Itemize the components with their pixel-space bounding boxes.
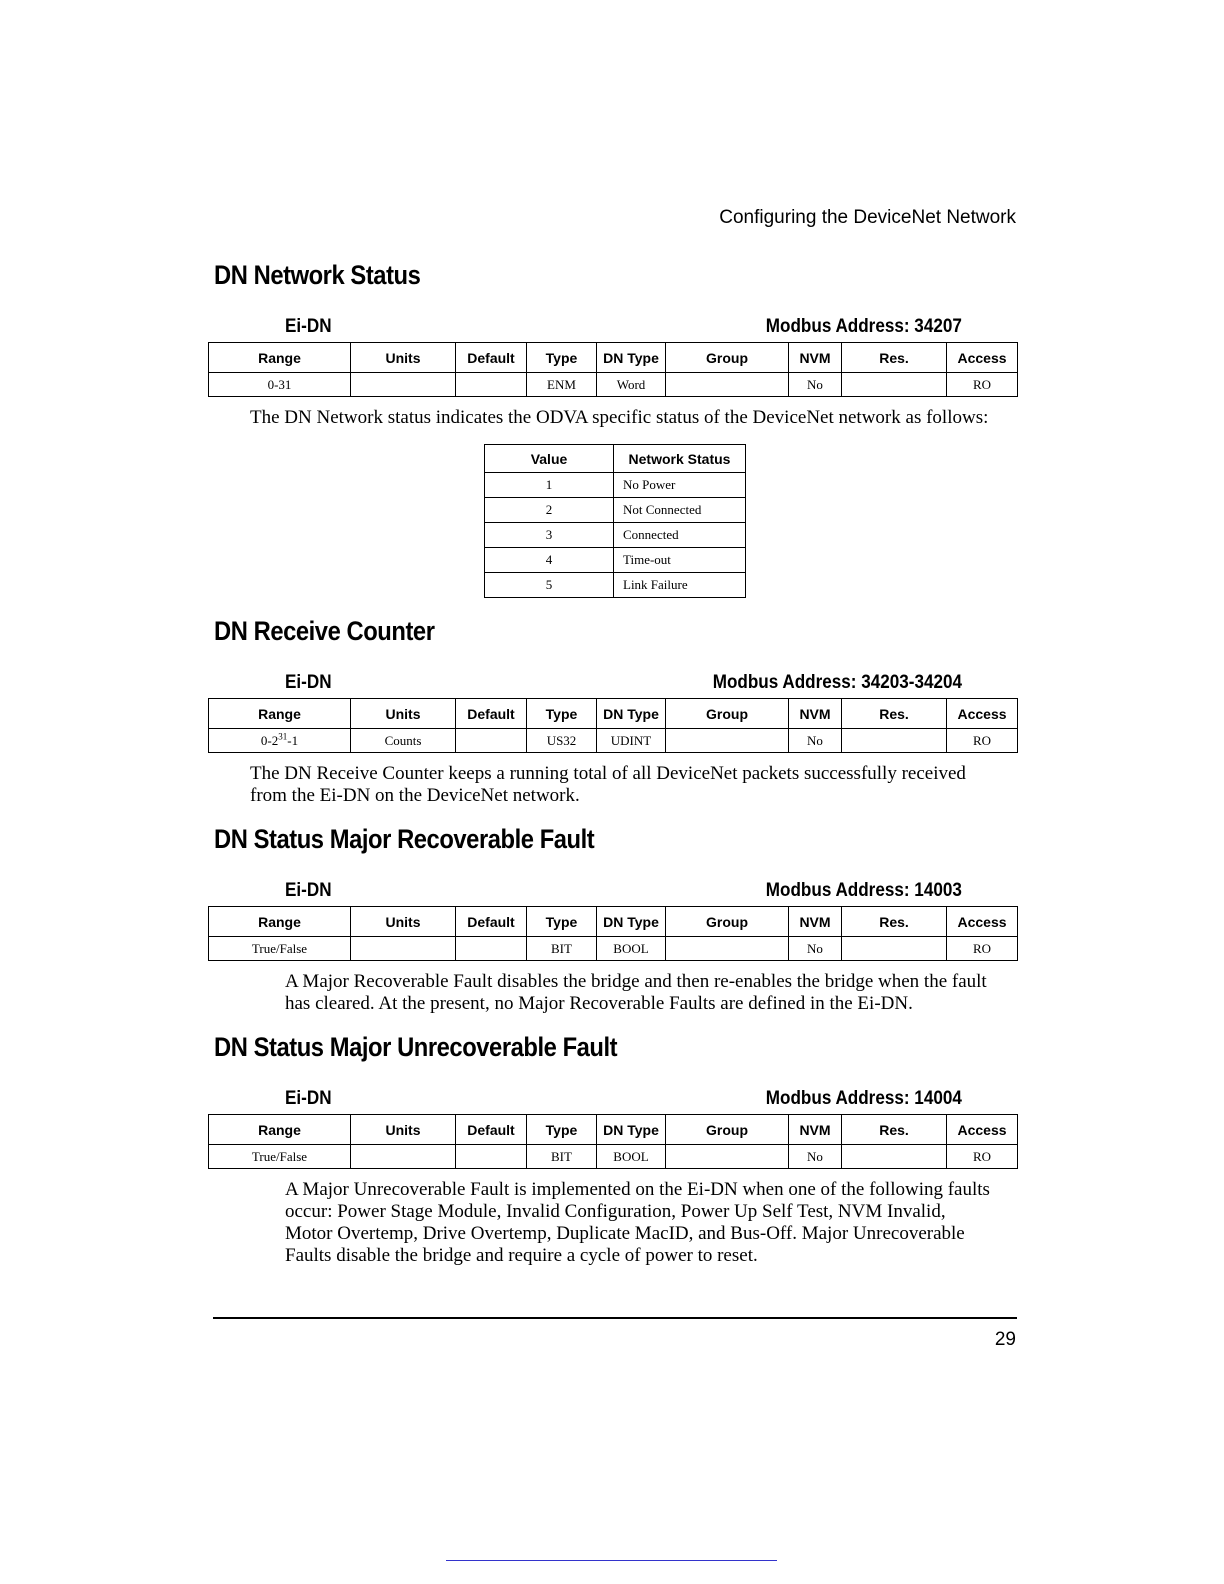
cell-res — [842, 729, 947, 753]
cell-group — [666, 729, 789, 753]
modbus-address: Modbus Address: 34207 — [765, 316, 962, 337]
table-row — [485, 473, 746, 498]
description-line: A Major Recoverable Fault disables the bridge and then re-enables the bridge when the fault — [285, 971, 987, 992]
network-status-table — [484, 444, 746, 598]
table-row — [485, 523, 746, 548]
section-title-receive-counter: DN Receive Counter — [214, 616, 435, 646]
col-type: Type — [527, 1115, 597, 1145]
range-suffix: -1 — [287, 732, 299, 748]
device-label: Ei-DN — [285, 316, 332, 337]
table-header-row — [209, 907, 1018, 937]
parameter-table — [208, 906, 1018, 961]
cell-dn-type: BOOL — [597, 1145, 666, 1169]
cell-nvm: No — [789, 373, 842, 397]
section-title-network-status: DN Network Status — [214, 260, 421, 290]
cell-range — [209, 729, 351, 753]
cell-type: BIT — [527, 1145, 597, 1169]
device-label: Ei-DN — [285, 1088, 332, 1109]
description-line: The DN Receive Counter keeps a running total of all DeviceNet packets successfully received — [250, 763, 966, 784]
section-title-unrecoverable-fault: DN Status Major Unrecoverable Fault — [214, 1032, 618, 1062]
col-units: Units — [351, 343, 456, 373]
table-row — [485, 548, 746, 573]
cell-dn-type: Word — [597, 373, 666, 397]
description-line: Motor Overtemp, Drive Overtemp, Duplicate MacID, and Bus-Off. Major Unrecoverable — [285, 1223, 965, 1244]
cell-type: BIT — [527, 937, 597, 961]
parameter-table — [208, 1114, 1018, 1169]
parameter-table — [208, 342, 1018, 397]
col-network-status: Network Status — [614, 445, 746, 473]
cell-group — [666, 373, 789, 397]
cell-value: 5 — [485, 573, 614, 598]
cell-nvm: No — [789, 937, 842, 961]
range-exponent: 31 — [278, 731, 288, 742]
cell-res — [842, 937, 947, 961]
col-nvm: NVM — [789, 1115, 842, 1145]
cell-res — [842, 1145, 947, 1169]
cell-type: ENM — [527, 373, 597, 397]
cell-status: Not Connected — [614, 498, 746, 523]
col-type: Type — [527, 343, 597, 373]
col-group: Group — [666, 699, 789, 729]
col-range: Range — [209, 343, 351, 373]
description-line: from the Ei-DN on the DeviceNet network. — [250, 785, 580, 806]
cell-units — [351, 937, 456, 961]
col-nvm: NVM — [789, 907, 842, 937]
device-label: Ei-DN — [285, 672, 332, 693]
col-type: Type — [527, 907, 597, 937]
cell-nvm: No — [789, 729, 842, 753]
cell-access: RO — [947, 937, 1018, 961]
col-default: Default — [456, 343, 527, 373]
cell-range: True/False — [209, 1145, 351, 1169]
col-default: Default — [456, 1115, 527, 1145]
col-default: Default — [456, 907, 527, 937]
table-row — [485, 498, 746, 523]
cell-value: 4 — [485, 548, 614, 573]
col-access: Access — [947, 699, 1018, 729]
col-access: Access — [947, 907, 1018, 937]
col-res: Res. — [842, 699, 947, 729]
col-range: Range — [209, 1115, 351, 1145]
cell-res — [842, 373, 947, 397]
col-units: Units — [351, 907, 456, 937]
cell-dn-type: UDINT — [597, 729, 666, 753]
table-header-row — [209, 1115, 1018, 1145]
cell-status: Link Failure — [614, 573, 746, 598]
cell-range: True/False — [209, 937, 351, 961]
table-row — [209, 729, 1018, 753]
description-receive-counter — [250, 763, 966, 807]
cell-default — [456, 373, 527, 397]
cell-access: RO — [947, 373, 1018, 397]
cell-status: Time-out — [614, 548, 746, 573]
col-units: Units — [351, 699, 456, 729]
col-res: Res. — [842, 1115, 947, 1145]
cell-value: 1 — [485, 473, 614, 498]
cell-access: RO — [947, 729, 1018, 753]
cell-units — [351, 373, 456, 397]
page-number: 29 — [994, 1329, 1016, 1350]
cell-range: 0-31 — [209, 373, 351, 397]
modbus-address: Modbus Address: 14003 — [765, 880, 962, 901]
col-range: Range — [209, 907, 351, 937]
col-units: Units — [351, 1115, 456, 1145]
running-header: Configuring the DeviceNet Network — [719, 207, 1016, 228]
cell-value: 3 — [485, 523, 614, 548]
footer-divider — [213, 1317, 1017, 1319]
table-row — [485, 573, 746, 598]
cell-default — [456, 1145, 527, 1169]
cell-value: 2 — [485, 498, 614, 523]
col-value: Value — [485, 445, 614, 473]
cell-units — [351, 1145, 456, 1169]
col-dn-type: DN Type — [597, 1115, 666, 1145]
description-line: has cleared. At the present, no Major Recoverable Faults are defined in the Ei-DN. — [285, 993, 913, 1014]
cell-group — [666, 937, 789, 961]
cell-status: Connected — [614, 523, 746, 548]
description-unrecoverable-fault — [285, 1179, 990, 1267]
col-access: Access — [947, 1115, 1018, 1145]
table-row — [209, 937, 1018, 961]
footer-link-underline — [446, 1560, 777, 1561]
table-header-row — [209, 699, 1018, 729]
modbus-address: Modbus Address: 14004 — [765, 1088, 962, 1109]
description-line: occur: Power Stage Module, Invalid Configuration, Power Up Self Test, NVM Invalid, — [285, 1201, 946, 1222]
cell-access: RO — [947, 1145, 1018, 1169]
col-dn-type: DN Type — [597, 343, 666, 373]
cell-status: No Power — [614, 473, 746, 498]
parameter-table — [208, 698, 1018, 753]
col-group: Group — [666, 343, 789, 373]
description-line: A Major Unrecoverable Fault is implemented on the Ei-DN when one of the following faults — [285, 1179, 990, 1200]
col-group: Group — [666, 907, 789, 937]
description-line: Faults disable the bridge and require a cycle of power to reset. — [285, 1245, 758, 1266]
col-res: Res. — [842, 907, 947, 937]
col-dn-type: DN Type — [597, 907, 666, 937]
cell-default — [456, 729, 527, 753]
col-access: Access — [947, 343, 1018, 373]
cell-dn-type: BOOL — [597, 937, 666, 961]
description-network-status: The DN Network status indicates the ODVA specific status of the DeviceNet network as follows: — [250, 407, 989, 428]
col-default: Default — [456, 699, 527, 729]
cell-type: US32 — [527, 729, 597, 753]
section-title-recoverable-fault: DN Status Major Recoverable Fault — [214, 824, 595, 854]
col-range: Range — [209, 699, 351, 729]
cell-nvm: No — [789, 1145, 842, 1169]
col-nvm: NVM — [789, 343, 842, 373]
cell-default — [456, 937, 527, 961]
col-res: Res. — [842, 343, 947, 373]
col-dn-type: DN Type — [597, 699, 666, 729]
table-row — [209, 1145, 1018, 1169]
table-header-row — [209, 343, 1018, 373]
description-recoverable-fault — [285, 971, 987, 1015]
col-group: Group — [666, 1115, 789, 1145]
col-type: Type — [527, 699, 597, 729]
modbus-address: Modbus Address: 34203-34204 — [712, 672, 962, 693]
col-nvm: NVM — [789, 699, 842, 729]
table-header-row — [485, 445, 746, 473]
cell-units: Counts — [351, 729, 456, 753]
device-label: Ei-DN — [285, 880, 332, 901]
cell-group — [666, 1145, 789, 1169]
range-base: 0-2 — [260, 732, 279, 748]
table-row — [209, 373, 1018, 397]
